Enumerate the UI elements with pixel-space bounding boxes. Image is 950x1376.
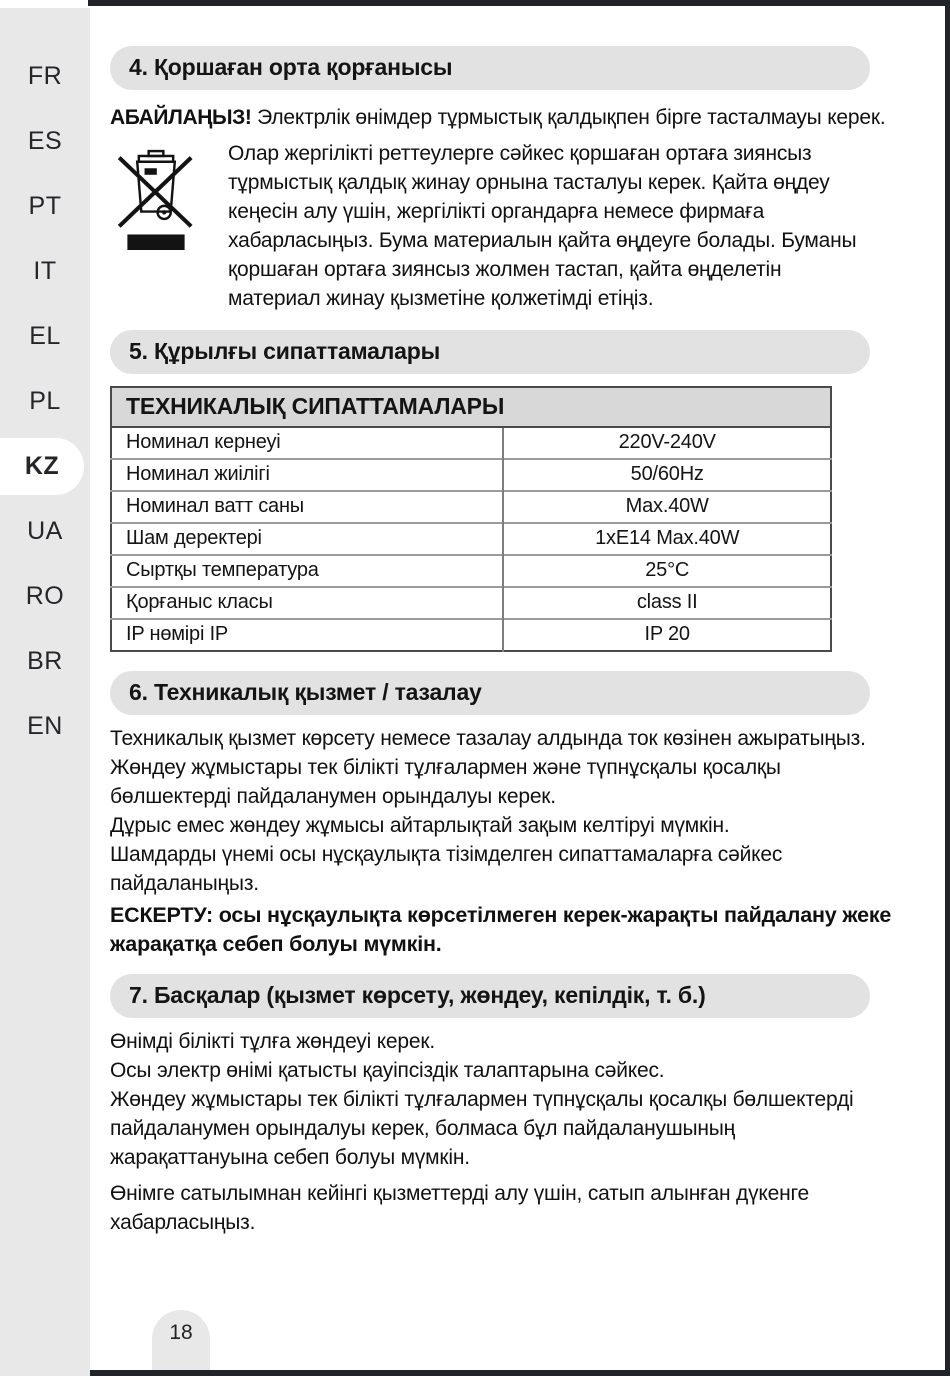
section-5-header xyxy=(110,330,870,374)
language-code-label: RO xyxy=(25,582,65,610)
section-6-text xyxy=(110,724,892,898)
spec-row xyxy=(111,619,831,651)
section-6-paragraph: Дұрыс емес жөндеу жұмысы айтарлықтай зақым келтіруі мүмкін. xyxy=(110,814,730,837)
page-number: 18 xyxy=(169,1321,193,1344)
language-code-label: KZ xyxy=(24,452,60,480)
language-tab xyxy=(0,239,90,304)
language-code-label: EL xyxy=(29,322,61,350)
specs-table-header-row xyxy=(111,387,831,427)
recycling-block xyxy=(110,139,892,313)
warning-label: АБАЙЛАҢЫЗ! xyxy=(110,106,252,129)
language-tab xyxy=(0,438,84,495)
spec-row xyxy=(111,523,831,555)
section-7-paragraph: Өнімді білікті тұлға жөндеуі керек. xyxy=(110,1030,435,1053)
language-tab xyxy=(0,694,90,759)
language-code-label: EN xyxy=(27,712,63,740)
language-code-label: BR xyxy=(27,647,63,675)
page-right-border xyxy=(945,0,950,1376)
spec-value: 25°C xyxy=(503,555,831,587)
spec-label: Номинал жиілігі xyxy=(111,459,503,491)
language-tab xyxy=(0,369,90,434)
spec-value: 220V-240V xyxy=(503,427,831,459)
page-bottom-border xyxy=(88,1370,950,1376)
language-code-label: UA xyxy=(27,517,63,545)
section-7-paragraph: Өнімге сатылымнан кейінгі қызметтерді алу үшін, сатып алынған дүкенге хабарласыңыз. xyxy=(110,1182,809,1234)
spec-value: class II xyxy=(503,587,831,619)
spec-row xyxy=(111,459,831,491)
language-tab xyxy=(0,499,90,564)
weee-crossed-out-wheelie-bin-icon xyxy=(115,139,197,313)
language-tab xyxy=(0,564,90,629)
warning-text: Электрлік өнімдер тұрмыстық қалдықпен бірге тасталмауы керек. xyxy=(257,106,886,129)
language-tab xyxy=(0,174,90,239)
specs-table-title: ТЕХНИКАЛЫҚ СИПАТТАМАЛАРЫ xyxy=(111,387,831,427)
language-code-label: FR xyxy=(27,62,63,90)
section-5-title: 5. Құрылғы сипаттамалары xyxy=(129,338,441,364)
language-code-label: IT xyxy=(33,257,57,285)
page-content xyxy=(110,0,892,1237)
language-code-label: PT xyxy=(28,192,62,220)
section-7-title: 7. Басқалар (қызмет көрсету, жөндеу, кепілдік, т. б.) xyxy=(129,982,706,1008)
section-6-paragraph: Жөндеу жұмыстары тек білікті тұлғалармен және түпнұсқалы қосалқы бөлшектерді пайдаланумен орындалуы керек. xyxy=(110,756,781,808)
spec-row xyxy=(111,427,831,459)
section-6-paragraph: Техникалық қызмет көрсету немесе тазалау алдында ток көзінен ажыратыңыз. xyxy=(110,727,866,750)
spec-label: Қорғаныс класы xyxy=(111,587,503,619)
recycling-paragraph: Олар жергілікті реттеулерге сәйкес қоршаған ортаға зиянсыз тұрмыстық қалдық жинау орнына тасталуы керек. Қайта өңдеу кеңесін алу үшін, жергілікті органдарға немесе фирмаға хабарласыңыз. Бума материалын қайта өңдеуге болады. Буманы қоршаған ортаға зиянсыз жолмен тастап, қайта өңделетін материал жинау қызметіне қолжетімді етіңіз. xyxy=(228,142,857,310)
spec-label: Шам деректері xyxy=(111,523,503,555)
spec-value: 1xE14 Max.40W xyxy=(503,523,831,555)
section-4-header xyxy=(110,46,870,90)
spec-value: IP 20 xyxy=(503,619,831,651)
page-number-tab xyxy=(152,1310,210,1370)
section-6-title: 6. Техникалық қызмет / тазалау xyxy=(129,679,482,705)
language-code-label: ES xyxy=(27,127,63,155)
caution-note: ЕСКЕРТУ: осы нұсқаулықта көрсетілмеген керек-жарақты пайдалану жеке жарақатқа себеп болуы мүмкін. xyxy=(110,903,892,956)
language-tab xyxy=(0,109,90,174)
section-6-header xyxy=(110,671,870,715)
section-7-paragraph: Осы электр өнімі қатысты қауіпсіздік талаптарына сәйкес. xyxy=(110,1059,665,1082)
section-7-text xyxy=(110,1027,892,1237)
language-code-label: PL xyxy=(29,387,61,415)
section-4-title: 4. Қоршаған орта қорғанысы xyxy=(129,54,453,80)
language-tab xyxy=(0,304,90,369)
spec-row xyxy=(111,587,831,619)
spec-row xyxy=(111,555,831,587)
section-7-paragraph: Жөндеу жұмыстары тек білікті тұлғалармен түпнұсқалы қосалқы бөлшектерді пайдаланумен орындалуы керек, болмаса бұл пайдаланушының жарақаттануына себеп болуы мүмкін. xyxy=(110,1088,854,1169)
section-6-paragraph: Шамдарды үнемі осы нұсқаулықта тізімделген сипаттамаларға сәйкес пайдаланыңыз. xyxy=(110,843,783,895)
spec-value: 50/60Hz xyxy=(503,459,831,491)
spec-label: Сыртқы температура xyxy=(111,555,503,587)
section-7-header xyxy=(110,974,870,1018)
language-tab xyxy=(0,629,90,694)
technical-specs-table xyxy=(110,386,832,652)
spec-label: IP нөмірі IP xyxy=(111,619,503,651)
spec-row xyxy=(111,491,831,523)
language-tab xyxy=(0,44,90,109)
spec-label: Номинал ватт саны xyxy=(111,491,503,523)
spec-label: Номинал кернеуі xyxy=(111,427,503,459)
warning-line xyxy=(110,103,892,132)
language-sidebar xyxy=(0,8,90,1376)
spec-value: Max.40W xyxy=(503,491,831,523)
